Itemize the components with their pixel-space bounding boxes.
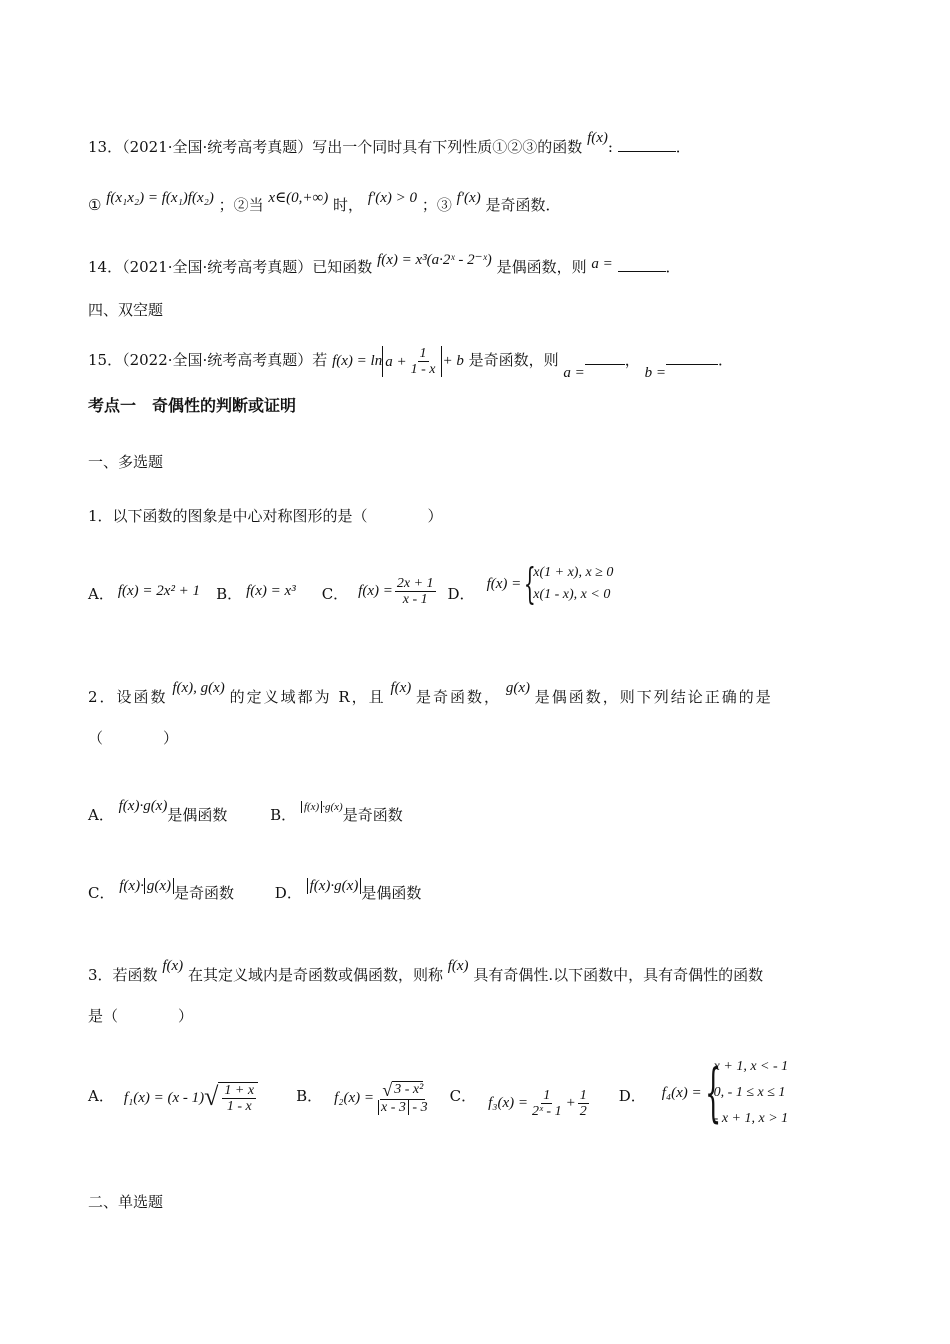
q15-line: 15．（2022·全国·统考高考真题）若 f(x) = ln a + $\frac{1}{1 - x}$ + b 是奇函数，则 a =， b =． xyxy=(88,346,733,381)
q14-formula: f(x) = x³(a·2ˣ - 2⁻ˣ) xyxy=(377,252,492,268)
q15-fraction: $\frac{1}{1 - x}$ xyxy=(410,346,436,377)
q3-option-d[interactable]: D． xyxy=(618,1087,646,1105)
q15-var-b: b = xyxy=(644,364,666,381)
topic-heading: 考点一 奇偶性的判断或证明 xyxy=(88,396,297,415)
single-choice-heading: 二、单选题 xyxy=(88,1193,164,1211)
q3-option-c-formula: f₃(x) = $\frac{1}{\text{2ˣ - 1}}$ + $\frac{1}{2}$ xyxy=(488,1087,587,1119)
q2-option-c-formula: f(x)· g(x) xyxy=(119,876,174,896)
q2-option-b[interactable]: B． xyxy=(270,806,297,824)
q1-option-c[interactable]: C． xyxy=(321,585,349,603)
q2-fg: f(x), g(x) xyxy=(172,680,225,696)
q2-option-d[interactable]: D． xyxy=(274,884,302,902)
q3-stem-line2: 是（ ） xyxy=(88,1007,194,1025)
q2-option-c[interactable]: C． xyxy=(88,884,115,902)
q15-blank-a[interactable] xyxy=(585,350,625,365)
left-brace-icon: { xyxy=(704,1056,721,1130)
q15-formula: f(x) = ln a + $\frac{1}{1 - x}$ + b xyxy=(332,346,464,377)
q14-line: 14．（2021·全国·统考高考真题）已知函数 f(x) = x³(a·2ˣ - 2⁻ˣ) 是偶函数，则 a = ． xyxy=(88,252,681,276)
q1-option-d[interactable]: D． xyxy=(447,585,475,603)
multi-choice-heading: 一、多选题 xyxy=(88,453,164,471)
q13-fx: f(x) xyxy=(587,130,608,146)
q1-options xyxy=(88,559,614,608)
q3-option-d-formula: f₄(x) = { x + 1, x < - 1 0, - 1 ≤ x ≤ 1 - x + 1, x > 1 xyxy=(661,1056,789,1130)
sqrt-icon: √ $\frac{1 + x}{1 - x}$ xyxy=(204,1082,258,1114)
q2-options-row2: C． f(x)· g(x) 是奇函数 D． f(x)·g(x) 是偶函数 xyxy=(88,878,422,902)
q2-option-d-formula: f(x)·g(x) xyxy=(307,876,362,896)
q13-prop3: f′(x) xyxy=(456,190,481,206)
q15-blank-b[interactable] xyxy=(666,350,718,365)
q13-domain: x∈(0,+∞) xyxy=(268,190,329,206)
section-four-heading: 四、双空题 xyxy=(88,301,164,319)
q3-stem-line1: 3．若函数 f(x) 在其定义域内是奇函数或偶函数，则称 f(x) 具有奇偶性.以下函数中，具有奇偶性的函数 xyxy=(88,958,764,984)
q13-prop2: f′(x) > 0 xyxy=(367,190,418,206)
q2-options-row1: A． f(x)·g(x)是偶函数 B． f(x) ·g(x)是奇函数 xyxy=(88,798,403,824)
q1-option-a[interactable]: A． xyxy=(88,585,114,603)
q2-option-a[interactable]: A． xyxy=(88,806,114,824)
q14-var-a: a = xyxy=(591,256,613,272)
q15-var-a: a = xyxy=(563,364,585,381)
q3-option-b[interactable]: B． xyxy=(296,1087,323,1105)
left-brace-icon: { xyxy=(524,559,537,608)
q3-f2: f(x) xyxy=(447,958,469,974)
q3-option-b-formula: f₂(x) = √ 3 - x² x - 3 - 3 xyxy=(334,1080,428,1115)
q13-prop1: f(x₁x₂) = f(x₁)f(x₂) xyxy=(106,190,214,206)
q13-line1: 13．（2021·全国·统考高考真题）写出一个同时具有下列性质①②③的函数 f(x): ． xyxy=(88,130,691,156)
q3-options xyxy=(88,1056,789,1136)
q3-option-a[interactable]: A． xyxy=(88,1087,114,1105)
q2-option-b-formula: f(x) ·g(x) xyxy=(301,797,343,817)
q1-option-c-formula: f(x) = $\frac{2x + 1}{x - 1}$ xyxy=(358,575,434,607)
q2-option-a-formula: f(x)·g(x) xyxy=(118,798,168,814)
q13-line2: ① f(x₁x₂) = f(x₁)f(x₂) ；②当 x∈(0,+∞) 时， f′(x) > 0 ；③ f′(x) 是奇函数． xyxy=(88,190,561,214)
q2-paren: （ ） xyxy=(88,729,179,747)
q3-f1: f(x) xyxy=(162,958,184,974)
q2-f: f(x) xyxy=(390,680,412,696)
q1-option-b-formula: f(x) = x³ xyxy=(246,583,296,599)
q2-stem-line1: 2．设函数 f(x), g(x) 的定义域都为 R，且 f(x) 是奇函数， g(x) 是偶函数，则下列结论正确的是 xyxy=(88,680,773,706)
q13-answer-blank[interactable] xyxy=(618,137,676,152)
q1-stem: 1．以下函数的图象是中心对称图形的是（ ） xyxy=(88,507,443,525)
q1-option-d-formula: f(x) = { x(1 + x), x ≥ 0 x(1 - x), x < 0 xyxy=(486,559,614,608)
q2-g: g(x) xyxy=(505,680,530,696)
q1-option-b[interactable]: B． xyxy=(216,585,243,603)
q1-option-a-formula: f(x) = 2x² + 1 xyxy=(117,583,201,599)
q3-option-a-formula: f₁(x) = (x - 1) √ $\frac{1 + x}{1 - x}$ xyxy=(124,1082,258,1114)
q3-option-c[interactable]: C． xyxy=(449,1087,477,1105)
q14-answer-blank[interactable] xyxy=(618,257,666,272)
